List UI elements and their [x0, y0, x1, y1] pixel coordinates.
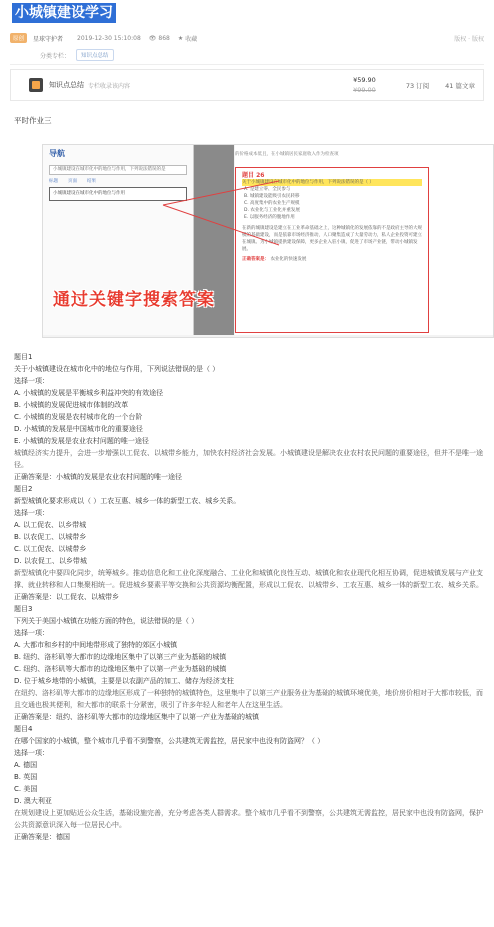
favorite-label: 收藏	[185, 35, 198, 43]
overlay-caption: 通过关键字搜索答案	[53, 290, 215, 310]
question-prompt: 选择一项：	[14, 377, 49, 385]
option: A. 以工促农、以乡带城	[14, 521, 87, 529]
category-row	[40, 49, 114, 61]
question-prompt: 选择一项：	[14, 629, 49, 637]
option: B. 纽约、洛杉矶等大都市的边缘地区集中了以第三产业为基础的城镇	[14, 653, 227, 661]
option: A. 是建立零、全民参与	[244, 187, 291, 192]
nav-result[interactable]: 小城镇建设在城市化中的地位与作用	[49, 187, 187, 201]
embedded-screenshot	[42, 144, 494, 338]
option: E. 小城镇的发展是农业农村问题的唯一途径	[14, 437, 149, 445]
star-icon: ★	[177, 34, 184, 42]
question-heading: 题目1	[14, 353, 33, 361]
question-stem: 新型城镇化要求形成以（ ）工农互惠、城乡一体的新型工农、城乡关系。	[14, 497, 241, 505]
doc-paragraph: 在新的城镇建设是建立在工业革命基础之上，这种城镇化的发展依靠的不是政府主导的大规模的基础建设，而是依靠市场经济推动，人口聚集造成了大量劳动力，私人企业投资可建立在城镇。为小城镇提供建设保障，更多企业入驻小镇，促进了市场产业链，带动小城镇发展。	[242, 226, 422, 252]
answer: 正确答案是：以工促农、以城带乡	[14, 593, 119, 601]
nav-title: 导航	[49, 149, 65, 158]
question-prompt: 选择一项：	[14, 749, 49, 757]
answer: 正确答案是：德国	[14, 833, 70, 841]
nav-tab[interactable]: 标题	[49, 179, 58, 184]
option: C. 美国	[14, 785, 38, 793]
divider	[10, 64, 484, 65]
option: B. 城镇建设能吸引农民转移	[244, 194, 300, 199]
option: C. 高度集中的农业生产规模	[244, 201, 300, 206]
copyright-link[interactable]: 版权 · 版权	[454, 35, 484, 43]
column-card[interactable]	[10, 69, 484, 101]
explanation: 城镇经济实力提升，会进一步增强以工促农、以城带乡能力，加快农村经济社会发展。小城镇建设是解决农业农村农民问题的重要途径，但并不是唯一途径。	[14, 449, 483, 469]
publish-date: 2019-12-30 15:10:08	[77, 34, 141, 42]
explanation: 在规划建设上更加贴近公众生活，基础设施完善，充分考虑各类人群需求。整个城市几乎看不到警察，公共建筑无需监控，居民家中也没有防盗网，保护公共资源意识深入每一位居民心中。	[14, 809, 483, 829]
answer: 正确答案是：小城镇的发展是农业农村问题的唯一途径	[14, 473, 182, 481]
eye-icon: 👁	[148, 34, 157, 42]
question-prompt: 选择一项：	[14, 509, 49, 517]
article-count: 41 篇文章	[445, 81, 475, 90]
option: D. 位于城乡地带的小城镇，主要是以农副产品的加工、储存为经济支柱	[14, 677, 234, 685]
option: C. 小城镇的发展是农村城市化的一个台阶	[14, 413, 143, 421]
option: D. 小城镇的发展是中国城市化的重要途径	[14, 425, 143, 433]
option: B. 英国	[14, 773, 38, 781]
nav-tab[interactable]: 结果	[87, 179, 96, 184]
option: A. 德国	[14, 761, 38, 769]
question-heading: 题目2	[14, 485, 33, 493]
option: D. 农业化与工业化并重发展	[244, 208, 300, 213]
option: C. 纽约、洛杉矶等大都市的边缘地区集中了以第一产业为基础的城镇	[14, 665, 227, 673]
subscription-count: 73 订阅	[405, 81, 430, 90]
column-price	[353, 75, 376, 95]
option: D. 以农促工、以乡带城	[14, 557, 87, 565]
favorite-button[interactable]	[178, 34, 197, 43]
answer-text: 农业化的快速发展	[270, 257, 307, 262]
option: A. 小城镇的发展是平衡城乡利益冲突的有效途径	[14, 389, 164, 397]
option: C. 以工促农、以城带乡	[14, 545, 87, 553]
explanation: 新型城镇化中要四化同步，统筹城乡。推动信息化和工业化深度融合、工业化和城镇化良性互动、城镇化和农业现代化相互协调，促进城镇发展与产业支撑、就业转移和人口集聚相统一。促进城乡要素平等交换和公共资源均衡配置，形成以工促农、以城带乡、工农互惠、城乡一体的新型工农、城乡关系。	[14, 569, 483, 589]
price-old: ¥99.00	[353, 86, 376, 94]
question-stem: 下列关于美国小城镇在功能方面的特色，说法错误的是（ ）	[14, 617, 199, 625]
views	[149, 35, 170, 42]
option: E. 以服务经济的腹地作用	[244, 215, 295, 220]
highlighted-stem: 关于小城镇建设在城市化中的地位与作用，下列说法错误的是（ ）	[242, 179, 422, 186]
intro-text: 平时作业三	[14, 116, 52, 125]
price-new: ¥59.90	[353, 76, 376, 84]
option: B. 小城镇的发展促进城市体制的改革	[14, 401, 129, 409]
article-meta	[10, 31, 484, 45]
question-heading: 题目3	[14, 605, 33, 613]
option: B. 以农促工、以城带乡	[14, 533, 87, 541]
view-count: 868	[158, 34, 170, 42]
answer: 正确答案是：纽约、洛杉矶等大都市的边缘地区集中了以第一产业为基础的城镇	[14, 713, 259, 721]
question-number: 题目 26	[242, 172, 265, 179]
option: A. 大都市和乡村的中间地带形成了独特的郊区小城镇	[14, 641, 178, 649]
column-name[interactable]: 知识点总结	[49, 81, 84, 89]
question-stem: 在哪个国家的小城镇，整个城市几乎看不到警察，公共建筑无需监控，居民家中也没有防盗网？（ ）	[14, 737, 325, 745]
author-link[interactable]: 星球守护者	[33, 35, 64, 43]
doc-top-text: 的价格成本低且，在小城镇居民家庭收入作为检查项	[235, 152, 339, 157]
option: D. 澳大利亚	[14, 797, 52, 805]
column-icon	[29, 78, 43, 92]
answer-label: 正确答案是：	[242, 257, 269, 262]
question-stem: 关于小城镇建设在城市化中的地位与作用，下列说法错误的是（ ）	[14, 365, 220, 373]
category-tag[interactable]: 知识点总结	[76, 49, 114, 61]
column-desc: 专栏收录该内容	[88, 82, 131, 90]
questions	[14, 351, 488, 843]
nav-tab[interactable]: 页面	[68, 179, 77, 184]
category-label: 分类专栏：	[40, 52, 71, 60]
nav-search-input[interactable]: 小城镇建设在城市化中的地位与作用，下列说法错误的是	[49, 165, 187, 175]
question-heading: 题目4	[14, 725, 33, 733]
article-title: 小城镇建设学习	[12, 3, 116, 23]
original-badge: 原创	[10, 33, 27, 43]
explanation: 在纽约、洛杉矶等大都市的边缘地区形成了一种独特的城镇特色，这里集中了以第三产业服务业为基础的城镇环境优美，地价房价相对于大都市较低，而且交通也极其便利，和大都市的联系十分紧密，吸引了许多年轻人和老年人在这里生活。	[14, 689, 483, 709]
